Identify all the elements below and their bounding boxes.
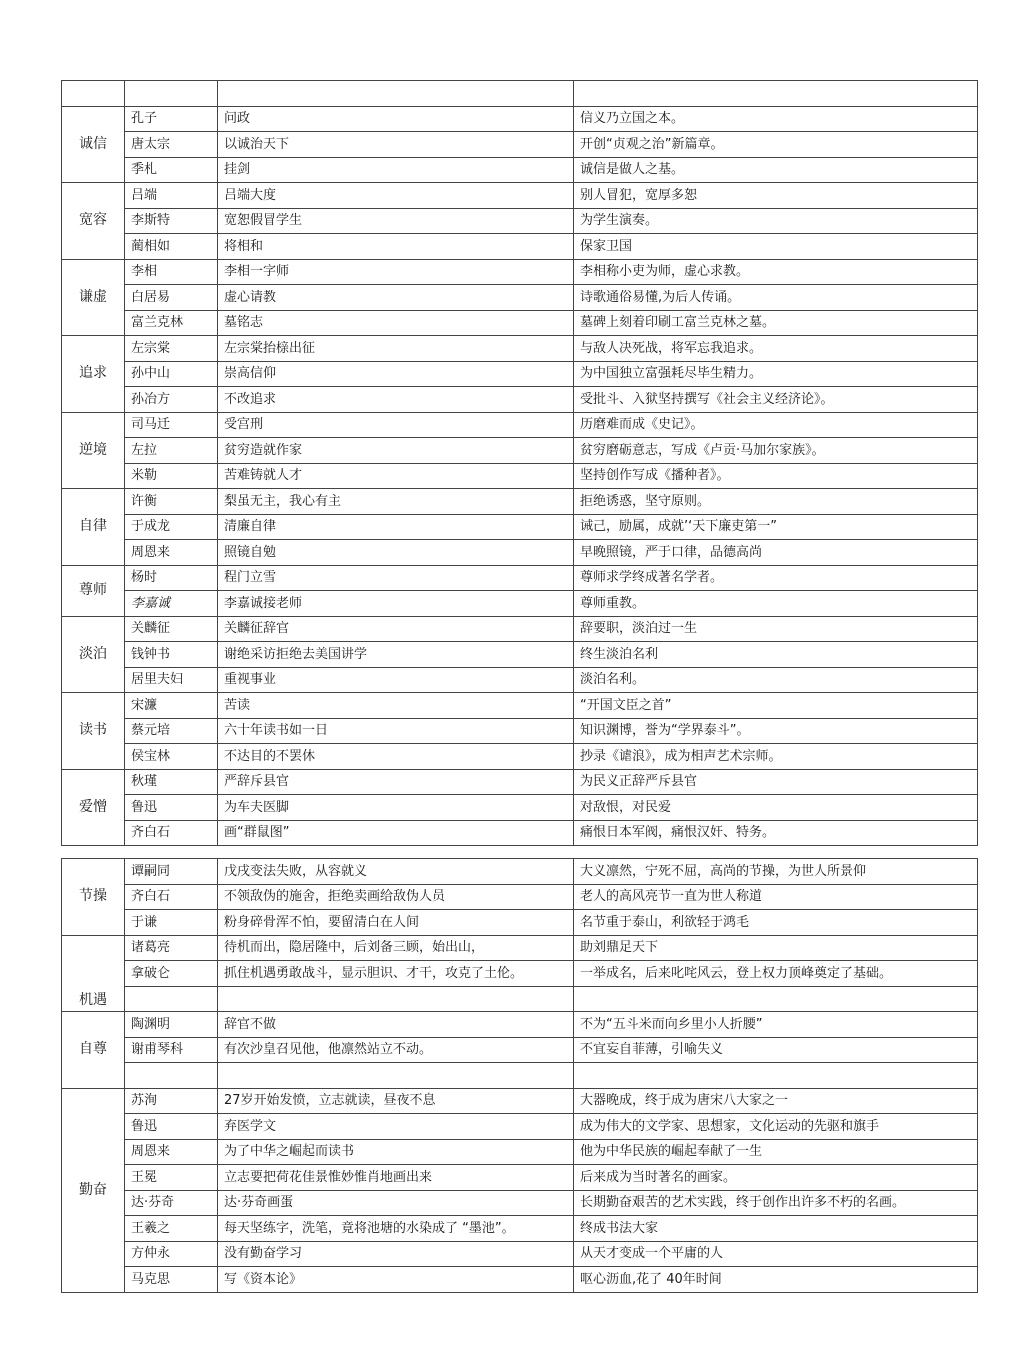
lesson-cell: 不宜妄自菲薄，引喻失义 <box>574 1037 978 1063</box>
person-cell <box>125 986 218 1012</box>
table-row <box>62 132 978 158</box>
story-cell: 苦读 <box>218 693 574 719</box>
person-cell: 左宗棠 <box>125 336 218 362</box>
story-cell: 每天坚练字，洗笔，竟将池塘的水染成了 “墨池”。 <box>218 1216 574 1242</box>
story-cell: 抓住机遇勇敢战斗，显示胆识、才干，攻克了土伦。 <box>218 961 574 987</box>
category-cell <box>62 81 125 107</box>
person-cell: 周恩来 <box>125 1139 218 1165</box>
lesson-cell <box>574 1063 978 1089</box>
table-row <box>62 1241 978 1267</box>
virtue-table-2 <box>61 858 978 1293</box>
lesson-cell: 痛恨日本军阀，痛恨汉奸、特务。 <box>574 820 978 846</box>
person-cell: 苏洵 <box>125 1088 218 1114</box>
story-cell: 弃医学文 <box>218 1114 574 1140</box>
story-cell: 吕端大度 <box>218 183 574 209</box>
person-cell: 孙中山 <box>125 361 218 387</box>
category-cell: 自律 <box>62 489 125 566</box>
table-row <box>62 642 978 668</box>
lesson-cell: 历磨难而成《史记》。 <box>574 412 978 438</box>
lesson-cell: 不为“五斗米而向乡里小人折腰” <box>574 1012 978 1038</box>
table-row <box>62 285 978 311</box>
story-cell: 李相一字师 <box>218 259 574 285</box>
lesson-cell: 他为中华民族的崛起奉献了一生 <box>574 1139 978 1165</box>
lesson-cell: 贫穷磨砺意志，写成《卢贡·马加尔家族》。 <box>574 438 978 464</box>
lesson-cell: 诫己，励属，成就’‘天下廉吏第一” <box>574 514 978 540</box>
story-cell: 不改追求 <box>218 387 574 413</box>
table-row <box>62 1139 978 1165</box>
category-cell: 淡泊 <box>62 616 125 693</box>
story-cell: 立志要把荷花佳景惟妙惟肖地画出来 <box>218 1165 574 1191</box>
person-cell: 王冕 <box>125 1165 218 1191</box>
person-cell: 方仲永 <box>125 1241 218 1267</box>
story-cell: 严辞斥县官 <box>218 769 574 795</box>
story-cell <box>218 81 574 107</box>
story-cell: 宽恕假冒学生 <box>218 208 574 234</box>
table-row <box>62 1190 978 1216</box>
table-row <box>62 208 978 234</box>
table-row <box>62 693 978 719</box>
story-cell: 左宗棠抬榇出征 <box>218 336 574 362</box>
lesson-cell: 后来成为当时著名的画家。 <box>574 1165 978 1191</box>
table-row <box>62 1114 978 1140</box>
person-cell: 宋濂 <box>125 693 218 719</box>
table-row <box>62 514 978 540</box>
story-cell: 辞官不做 <box>218 1012 574 1038</box>
table-row <box>62 986 978 1012</box>
person-cell: 米勒 <box>125 463 218 489</box>
story-cell: 没有勤奋学习 <box>218 1241 574 1267</box>
person-cell: 达·芬奇 <box>125 1190 218 1216</box>
category-cell: 勤奋 <box>62 1088 125 1292</box>
table-row <box>62 336 978 362</box>
person-cell: 富兰克林 <box>125 310 218 336</box>
person-cell: 谭嗣同 <box>125 859 218 885</box>
table-row <box>62 1088 978 1114</box>
story-cell: 画“群鼠图” <box>218 820 574 846</box>
lesson-cell: 坚持创作写成《播种者》。 <box>574 463 978 489</box>
person-cell: 李斯特 <box>125 208 218 234</box>
category-cell: 爱憎 <box>62 769 125 846</box>
person-cell: 于成龙 <box>125 514 218 540</box>
story-cell: 粉身碎骨浑不怕，要留清白在人间 <box>218 910 574 936</box>
story-cell: 崇高信仰 <box>218 361 574 387</box>
story-cell: 谢绝采访拒绝去美国讲学 <box>218 642 574 668</box>
table-row <box>62 935 978 961</box>
table-row <box>62 616 978 642</box>
table-row <box>62 157 978 183</box>
person-cell: 关麟征 <box>125 616 218 642</box>
table-row <box>62 387 978 413</box>
story-cell <box>218 986 574 1012</box>
person-cell: 吕端 <box>125 183 218 209</box>
story-cell: 程门立雪 <box>218 565 574 591</box>
table-row <box>62 744 978 770</box>
table-row <box>62 795 978 821</box>
lesson-cell: 知识渊博，誉为“学界泰斗”。 <box>574 718 978 744</box>
story-cell: 将相和 <box>218 234 574 260</box>
story-cell: 虚心请教 <box>218 285 574 311</box>
story-cell: 苦难铸就人才 <box>218 463 574 489</box>
person-cell: 周恩来 <box>125 540 218 566</box>
story-cell: 关麟征辞官 <box>218 616 574 642</box>
person-cell: 蔺相如 <box>125 234 218 260</box>
table-row <box>62 106 978 132</box>
lesson-cell: 拒绝诱惑，坚守原则。 <box>574 489 978 515</box>
table-row <box>62 489 978 515</box>
person-cell: 季札 <box>125 157 218 183</box>
lesson-cell: 一举成名，后来叱咤风云，登上权力顶峰奠定了基础。 <box>574 961 978 987</box>
lesson-cell <box>574 986 978 1012</box>
category-cell: 节操 <box>62 859 125 936</box>
lesson-cell: 抄录《谑浪》，成为相声艺术宗师。 <box>574 744 978 770</box>
table-row <box>62 859 978 885</box>
story-cell <box>218 1063 574 1089</box>
table-row <box>62 81 978 107</box>
category-cell: 读书 <box>62 693 125 770</box>
table-row <box>62 412 978 438</box>
lesson-cell: 呕心沥血,花了 40年时间 <box>574 1267 978 1293</box>
lesson-cell: 尊师重教。 <box>574 591 978 617</box>
lesson-cell: 保家卫国 <box>574 234 978 260</box>
category-cell: 追求 <box>62 336 125 413</box>
story-cell: 以诚治天下 <box>218 132 574 158</box>
category-cell: 尊师 <box>62 565 125 616</box>
lesson-cell: 别人冒犯，宽厚多恕 <box>574 183 978 209</box>
story-cell: 达·芬奇画蛋 <box>218 1190 574 1216</box>
table-row <box>62 234 978 260</box>
lesson-cell: 长期勤奋艰苦的艺术实践，终于创作出许多不朽的名画。 <box>574 1190 978 1216</box>
story-cell: 戊戌变法失败，从容就义 <box>218 859 574 885</box>
virtue-table-1 <box>61 80 978 846</box>
story-cell: 写《资本论》 <box>218 1267 574 1293</box>
person-cell: 马克思 <box>125 1267 218 1293</box>
category-cell: 机遇 <box>62 935 125 1012</box>
person-cell: 杨时 <box>125 565 218 591</box>
lesson-cell: 墓碑上刻着印刷工富兰克林之墓。 <box>574 310 978 336</box>
table-row <box>62 1216 978 1242</box>
story-cell: 受宫刑 <box>218 412 574 438</box>
lesson-cell: 为民义正辞严斥县官 <box>574 769 978 795</box>
person-cell: 齐白石 <box>125 820 218 846</box>
category-cell: 谦虚 <box>62 259 125 336</box>
lesson-cell: 老人的高风亮节一直为世人称道 <box>574 884 978 910</box>
person-cell: 鲁迅 <box>125 1114 218 1140</box>
category-cell: 自尊 <box>62 1012 125 1089</box>
story-cell: 问政 <box>218 106 574 132</box>
lesson-cell: 对敌恨，对民爱 <box>574 795 978 821</box>
table-row <box>62 463 978 489</box>
person-cell: 司马迁 <box>125 412 218 438</box>
lesson-cell: 尊师求学终成著名学者。 <box>574 565 978 591</box>
story-cell: 梨虽无主，我心有主 <box>218 489 574 515</box>
person-cell: 蔡元培 <box>125 718 218 744</box>
story-cell: 挂剑 <box>218 157 574 183</box>
story-cell: 照镜自勉 <box>218 540 574 566</box>
table-row <box>62 667 978 693</box>
person-cell: 秋瑾 <box>125 769 218 795</box>
lesson-cell: 大器晚成，终于成为唐宋八大家之一 <box>574 1088 978 1114</box>
lesson-cell: 助刘鼎足天下 <box>574 935 978 961</box>
story-cell: 李嘉诚接老师 <box>218 591 574 617</box>
lesson-cell: 从天才变成一个平庸的人 <box>574 1241 978 1267</box>
story-cell: 六十年读书如一日 <box>218 718 574 744</box>
table-row <box>62 961 978 987</box>
person-cell: 于谦 <box>125 910 218 936</box>
table-row <box>62 1037 978 1063</box>
person-cell: 拿破仑 <box>125 961 218 987</box>
lesson-cell: 终成书法大家 <box>574 1216 978 1242</box>
table-row <box>62 820 978 846</box>
lesson-cell: 受批斗、入狱坚持撰写《社会主义经济论》。 <box>574 387 978 413</box>
story-cell: 不领敌伪的施舍，拒绝卖画给敌伪人员 <box>218 884 574 910</box>
lesson-cell: 辞要职，淡泊过一生 <box>574 616 978 642</box>
person-cell: 左拉 <box>125 438 218 464</box>
table-row <box>62 565 978 591</box>
person-cell: 许衡 <box>125 489 218 515</box>
table-row <box>62 718 978 744</box>
person-cell: 李相 <box>125 259 218 285</box>
category-cell: 逆境 <box>62 412 125 489</box>
table-row <box>62 259 978 285</box>
story-cell: 有次沙皇召见他，他凛然站立不动。 <box>218 1037 574 1063</box>
person-cell <box>125 1063 218 1089</box>
person-cell: 白居易 <box>125 285 218 311</box>
lesson-cell: 为学生演奏。 <box>574 208 978 234</box>
lesson-cell: 大义凛然，宁死不屈，高尚的节操，为世人所景仰 <box>574 859 978 885</box>
table-row <box>62 1165 978 1191</box>
table-row <box>62 540 978 566</box>
lesson-cell: 诗歌通俗易懂,为后人传诵。 <box>574 285 978 311</box>
table-row <box>62 1012 978 1038</box>
lesson-cell: 为中国独立富强耗尽毕生精力。 <box>574 361 978 387</box>
story-cell: 为车夫医脚 <box>218 795 574 821</box>
lesson-cell: 李相称小吏为师，虚心求教。 <box>574 259 978 285</box>
person-cell: 陶渊明 <box>125 1012 218 1038</box>
table-row <box>62 438 978 464</box>
story-cell: 贫穷造就作家 <box>218 438 574 464</box>
story-cell: 重视事业 <box>218 667 574 693</box>
story-cell: 墓铭志 <box>218 310 574 336</box>
lesson-cell: 诚信是做人之基。 <box>574 157 978 183</box>
person-cell: 诸葛亮 <box>125 935 218 961</box>
lesson-cell: 与敌人决死战，将军忘我追求。 <box>574 336 978 362</box>
table-row <box>62 310 978 336</box>
lesson-cell: “开国文臣之首” <box>574 693 978 719</box>
lesson-cell: 淡泊名利。 <box>574 667 978 693</box>
person-cell: 侯宝林 <box>125 744 218 770</box>
story-cell: 待机而出，隐居隆中，后刘备三顾，始出山， <box>218 935 574 961</box>
person-cell: 居里夫妇 <box>125 667 218 693</box>
table-row <box>62 1063 978 1089</box>
person-cell: 王羲之 <box>125 1216 218 1242</box>
story-cell: 27岁开始发愤，立志就读，昼夜不息 <box>218 1088 574 1114</box>
person-cell: 钱钟书 <box>125 642 218 668</box>
lesson-cell: 终生淡泊名利 <box>574 642 978 668</box>
lesson-cell: 早晚照镜，严于口律，品德高尚 <box>574 540 978 566</box>
person-cell: 唐太宗 <box>125 132 218 158</box>
person-cell: 谢甫琴科 <box>125 1037 218 1063</box>
story-cell: 不达目的不罢休 <box>218 744 574 770</box>
table-row <box>62 910 978 936</box>
lesson-cell: 信义乃立国之本。 <box>574 106 978 132</box>
table-row <box>62 769 978 795</box>
table-row <box>62 183 978 209</box>
category-cell: 宽容 <box>62 183 125 260</box>
person-cell: 鲁迅 <box>125 795 218 821</box>
table-row <box>62 591 978 617</box>
person-cell <box>125 81 218 107</box>
lesson-cell: 名节重于泰山，利欲轻于鸿毛 <box>574 910 978 936</box>
table-row <box>62 1267 978 1293</box>
lesson-cell: 成为伟大的文学家、思想家，文化运动的先驱和旗手 <box>574 1114 978 1140</box>
story-cell: 为了中华之崛起而读书 <box>218 1139 574 1165</box>
person-cell: 齐白石 <box>125 884 218 910</box>
category-cell: 诚信 <box>62 106 125 183</box>
table-row <box>62 884 978 910</box>
person-cell: 李嘉诚 <box>125 591 218 617</box>
lesson-cell <box>574 81 978 107</box>
person-cell: 孙冶方 <box>125 387 218 413</box>
table-row <box>62 361 978 387</box>
lesson-cell: 开创“贞观之治”新篇章。 <box>574 132 978 158</box>
person-cell: 孔子 <box>125 106 218 132</box>
story-cell: 清廉自律 <box>218 514 574 540</box>
